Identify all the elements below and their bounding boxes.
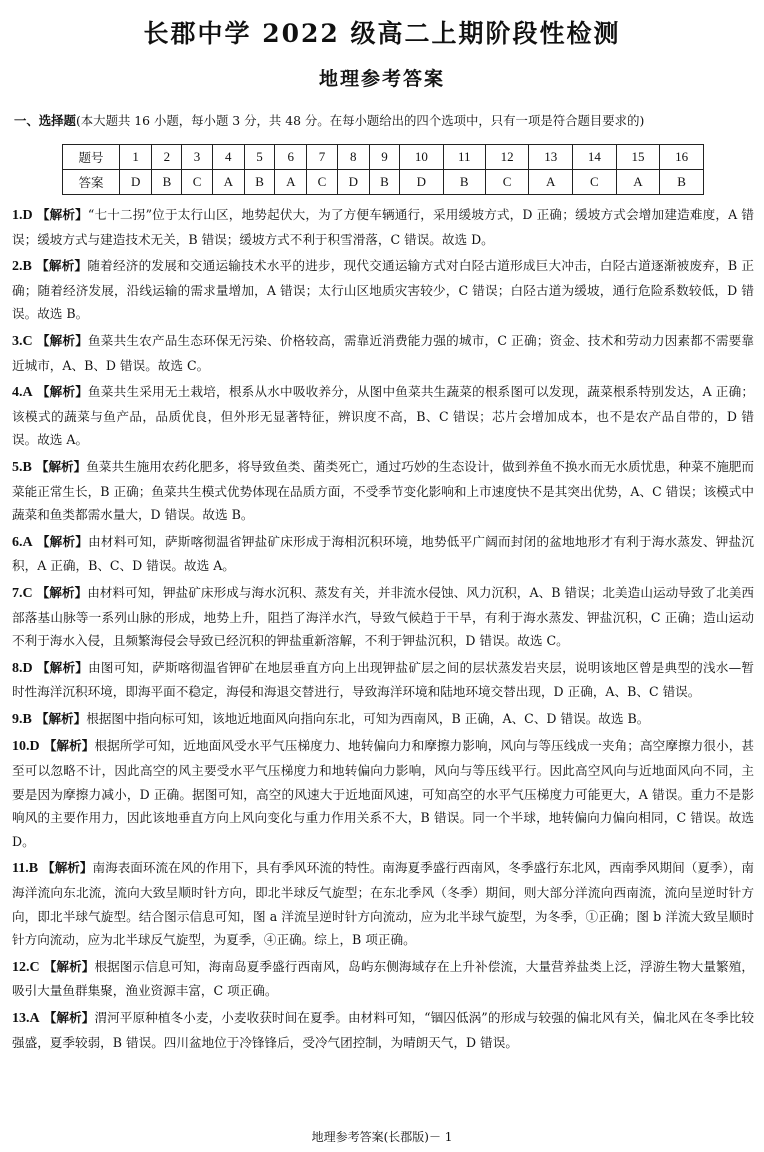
analysis-tag: 【解析】 — [43, 738, 95, 754]
item-text: “七十二拐”位于太行山区，地势起伏大，为了方便车辆通行，采用缓坡方式，D 正确；缓坡方式会增加建造难度，A 错误；缓坡方式与建造技术无关，B 错误；缓坡方式不利于积雪滑落，C 错误。故选 D。 — [12, 207, 755, 247]
item-text: 由材料可知，萨斯喀彻温省钾盐矿床形成于海相沉积环境，地势低平广阔而封闭的盆地地形才有利于海水蒸发、钾盐沉积，A 正确，B、C、D 错误。故选 A。 — [12, 533, 755, 574]
item-number: 4.A — [12, 385, 33, 401]
item-number: 9.B — [12, 711, 32, 727]
answer-cell: D — [337, 170, 369, 195]
number-cell: 14 — [573, 145, 617, 170]
page-title: 长郡中学 2022 级高二上期阶段性检测 — [143, 19, 621, 48]
item-number: 5.B — [12, 459, 32, 475]
analysis-tag: 【解析】 — [36, 207, 88, 222]
answer-cell: B — [443, 170, 485, 195]
item-number: 8.D — [12, 660, 33, 676]
number-cell: 3 — [182, 145, 212, 170]
number-cell: 5 — [244, 145, 274, 170]
explanation-item — [12, 203, 754, 251]
section-title: 一、选择题 — [14, 113, 76, 128]
item-number: 12.C — [12, 959, 40, 975]
item-text: 鱼菜共生农产品生态环保无污染、价格较高，需靠近消费能力强的城市，C 正确；资金、技术和劳动力因素都不需要靠近城市，A、B、D 错误。故选 C。 — [12, 332, 754, 373]
answer-table — [62, 144, 704, 195]
number-cell: 8 — [337, 145, 369, 170]
answer-cell: B — [152, 170, 182, 195]
analysis-tag: 【解析】 — [36, 384, 89, 400]
section-note: (本大题共 16 小题，每小题 3 分，共 48 分。在每小题给出的四个选项中，只有一项是符合题目要求的) — [75, 113, 645, 128]
explanation-item — [12, 707, 754, 732]
item-number: 11.B — [12, 861, 39, 877]
item-number: 2.B — [12, 259, 32, 275]
explanation-item — [12, 955, 754, 1003]
answer-cell: C — [307, 170, 337, 195]
answer-cell: B — [369, 170, 399, 195]
analysis-tag: 【解析】 — [35, 710, 87, 726]
item-text: 根据所学可知，近地面风受水平气压梯度力、地转偏向力和摩擦力影响，风向与等压线成一夹角；高空摩擦力很小，甚至可以忽略不计，因此高空的风主要受水平气压梯度力和地转偏向力影响，风向与等压线平行。因此高空风向与近地面风向不同，主要是因为摩擦力减小，D 正确。据图可知，高空的风速大于近地面风速，可知高空的水平气压梯度力可能更大，A 错误。重力不是影响风的主要作用力，因此该地垂直方向上风向变化与重力作用关系不大，B 错误。同一个半球，地转偏向力偏向相同，C 错误。故选 D。 — [12, 738, 755, 849]
explanation-item — [12, 656, 754, 704]
number-cell: 7 — [307, 145, 337, 170]
number-cell: 12 — [485, 145, 529, 170]
explanation-item — [12, 254, 754, 326]
number-cell: 11 — [443, 145, 485, 170]
section-heading — [14, 112, 754, 130]
analysis-tag: 【解析】 — [36, 332, 88, 348]
number-cell: 1 — [120, 145, 152, 170]
analysis-tag: 【解析】 — [42, 860, 93, 876]
explanation-item — [12, 581, 754, 653]
row-label-answers: 答案 — [63, 170, 120, 195]
answer-cell: A — [275, 170, 307, 195]
answer-cell: C — [182, 170, 212, 195]
analysis-tag: 【解析】 — [35, 458, 87, 474]
answer-cell: D — [120, 170, 152, 195]
page-subtitle: 地理参考答案 — [318, 68, 445, 90]
answer-table-answer-row — [63, 170, 704, 195]
number-cell: 4 — [212, 145, 244, 170]
item-text: 由材料可知，钾盐矿床形成与海水沉积、蒸发有关，并非流水侵蚀、风力沉积，A、B 错误；北美造山运动导致了北美西部落基山脉等一系列山脉的形成，地势上升，阻挡了海洋水汽，导致气候趋于干旱，有利于海水蒸发、钾盐沉积，C 正确；造山运动不利于海水入侵，且频繁海侵会导致已经沉积的钾盐重新溶解，不利于钾盐沉积，D 错误。故选 C。 — [12, 584, 754, 649]
answer-cell: B — [244, 170, 274, 195]
number-cell: 16 — [660, 145, 704, 170]
item-text: 南海表面环流在风的作用下，具有季风环流的特性。南海夏季盛行西南风，冬季盛行东北风，西南季风期间（夏季），南海洋流向东北流，流向大致呈顺时针方向，即北半球反气旋型；在东北季风（冬季）期间，则大部分洋流向西南流，流向呈逆时针方向，即北半球气旋型。结合图示信息可知，图 a 洋流呈逆时针方向流动，应为北半球气旋型，为冬季，①正确；图 b 洋流大致呈顺时针方向流动，应为北半球反气旋型，为夏季，④正确。综上，B 项正确。 — [12, 860, 754, 948]
answer-cell: B — [660, 170, 704, 195]
answer-cell: A — [529, 170, 573, 195]
item-number: 10.D — [12, 739, 40, 755]
explanation-item — [12, 455, 754, 527]
row-label-numbers: 题号 — [63, 145, 120, 170]
explanation-item — [12, 380, 754, 452]
item-text: 根据图示信息可知，海南岛夏季盛行西南风，岛屿东侧海域存在上升补偿流，大量营养盐类上泛，浮游生物大量繁殖，吸引大量鱼群集聚，渔业资源丰富，C 项正确。 — [12, 958, 755, 999]
number-cell: 6 — [275, 145, 307, 170]
item-text: 根据图中指向标可知，该地近地面风向指向东北，可知为西南风，B 正确，A、C、D 错误。故选 B。 — [86, 710, 650, 726]
item-text: 由图可知，萨斯喀彻温省钾矿在地层垂直方向上出现钾盐矿层之间的层状蒸发岩夹层，说明该地区曾是典型的浅水—暂时性海洋沉积环境，即海平面不稳定，海侵和海退交替进行，导致海洋环境和陆地环境交替出现，D 正确，A、B、C 错误。 — [12, 659, 755, 700]
item-number: 6.A — [12, 534, 33, 550]
explanation-item — [12, 530, 754, 578]
item-text: 随着经济的发展和交通运输技术水平的进步，现代交通运输方式对白陉古道形成巨大冲击，白陉古道逐渐被废弃，B 正确；随着经济发展，沿线运输的需求量增加，A 错误；太行山区地质灾害较少，C 错误；白陉古道为缓坡，通行危险系数较低，D 错误。故选 B。 — [12, 258, 754, 322]
analysis-tag: 【解析】 — [43, 1010, 95, 1025]
page-footer: 地理参考答案(长郡版)－ 1 — [311, 1130, 453, 1144]
explanation-item — [12, 1006, 754, 1054]
answer-cell: D — [400, 170, 444, 195]
analysis-tag: 【解析】 — [36, 533, 89, 549]
answer-table-number-row — [63, 145, 704, 170]
explanation-item — [12, 856, 754, 951]
explanations — [12, 203, 754, 1057]
item-number: 7.C — [12, 585, 33, 601]
explanation-item — [12, 329, 754, 377]
number-cell: 15 — [616, 145, 660, 170]
number-cell: 9 — [369, 145, 399, 170]
explanation-item — [12, 734, 754, 853]
item-text: 鱼菜共生采用无土栽培，根系从水中吸收养分，从图中鱼菜共生蔬菜的根系图可以发现，蔬菜根系特别发达，A 正确；该模式的蔬菜与鱼产品，品质优良，但外形无显著特征，辨识度不高，B、C 错误；芯片会增加成本，也不是农产品自带的，D 错误。故选 A。 — [12, 384, 754, 448]
analysis-tag: 【解析】 — [36, 584, 88, 600]
analysis-tag: 【解析】 — [43, 958, 95, 974]
number-cell: 10 — [400, 145, 444, 170]
answer-cell: C — [485, 170, 529, 195]
item-number: 13.A — [12, 1011, 40, 1026]
number-cell: 13 — [529, 145, 573, 170]
number-cell: 2 — [152, 145, 182, 170]
answer-cell: A — [212, 170, 244, 195]
item-number: 1.D — [12, 208, 33, 223]
answer-cell: C — [573, 170, 617, 195]
analysis-tag: 【解析】 — [36, 659, 89, 675]
item-text: 渭河平原种植冬小麦，小麦收获时间在夏季。由材料可知，“锢囚低涡”的形成与较强的偏北风有关，偏北风在冬季比较强盛，夏季较弱，B 错误。四川盆地位于冷锋锋后，受冷气团控制，为晴朗天气，D 错误。 — [12, 1010, 754, 1050]
answer-cell: A — [616, 170, 660, 195]
item-text: 鱼菜共生施用农药化肥多，将导致鱼类、菌类死亡，通过巧妙的生态设计，做到养鱼不换水而无水质忧患，种菜不施肥而菜能正常生长，B 正确；鱼菜共生模式优势体现在品质方面，不受季节变化影响和上市速度快不是其突出优势，A、C 错误；该模式中蔬菜和鱼类都需水量大，D 错误。故选 B。 — [12, 458, 755, 523]
analysis-tag: 【解析】 — [36, 258, 88, 274]
item-number: 3.C — [12, 333, 33, 349]
